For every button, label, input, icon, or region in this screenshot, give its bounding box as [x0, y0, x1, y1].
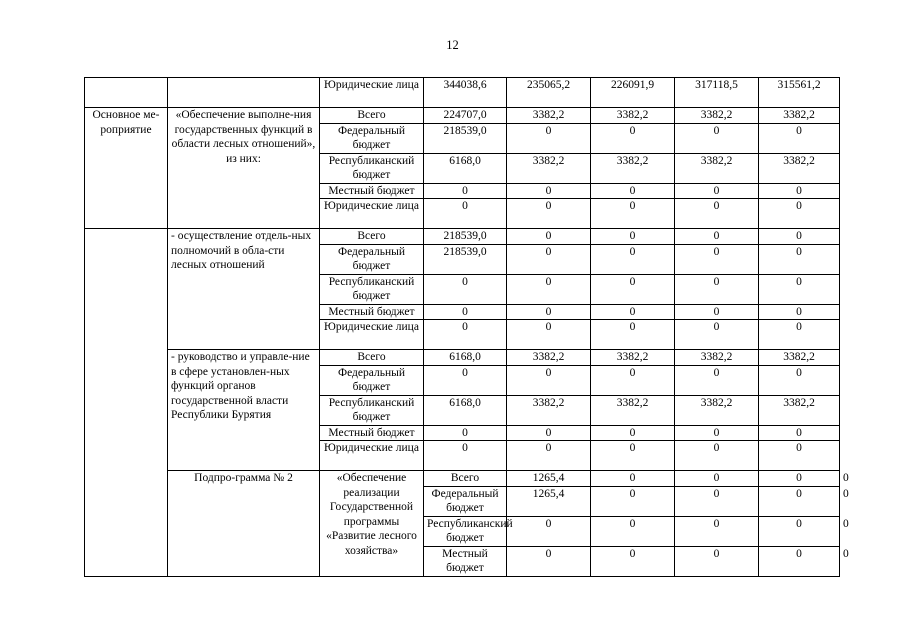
value-cell: 0	[591, 471, 675, 487]
value-cell: 0	[759, 244, 840, 274]
value-cell: 0	[591, 320, 675, 350]
funding-source-cell: Местный бюджет	[320, 183, 424, 199]
value-cell: 0	[759, 425, 840, 441]
value-cell: 0	[675, 123, 759, 153]
value-cell: 3382,2	[675, 153, 759, 183]
value-cell: 0	[675, 320, 759, 350]
value-cell: 1265,4	[507, 471, 591, 487]
activity-cell: «Обеспечение реализации Государственной программы «Развитие лесного хозяйства»	[320, 471, 424, 577]
value-cell: 0	[591, 516, 675, 546]
value-cell: 0	[591, 425, 675, 441]
value-cell: 0	[759, 441, 840, 471]
value-cell: 218539,0	[424, 123, 507, 153]
value-cell: 0	[675, 441, 759, 471]
value-cell: 0	[675, 425, 759, 441]
funding-source-cell: Местный бюджет	[424, 546, 507, 576]
value-cell: 0	[759, 229, 840, 245]
value-cell: 0	[675, 486, 759, 516]
value-cell: 0	[507, 546, 591, 576]
value-cell: 235065,2	[507, 78, 591, 108]
value-cell: 0	[424, 425, 507, 441]
value-cell: 0	[759, 123, 840, 153]
table-row: Республиканский бюджет 0 0 0 0 0	[85, 516, 840, 546]
activity-cell: - руководство и управле-ние в сфере установлен-ных функций органов государственной власти Республики Бурятия	[168, 350, 320, 471]
value-cell: 0	[675, 471, 759, 487]
funding-source-cell: Юридические лица	[320, 441, 424, 471]
value-cell: 0	[507, 365, 591, 395]
value-cell: 344038,6	[424, 78, 507, 108]
value-cell: 0	[507, 123, 591, 153]
value-cell: 0	[424, 199, 507, 229]
value-cell: 224707,0	[424, 108, 507, 124]
value-cell: 0	[507, 304, 591, 320]
value-cell: 0	[591, 244, 675, 274]
funding-source-cell: Федеральный бюджет	[320, 244, 424, 274]
value-cell: 0	[424, 304, 507, 320]
funding-source-cell: Республиканский бюджет	[320, 274, 424, 304]
program-cell: Подпро-грамма № 2	[168, 471, 320, 577]
table-row: Подпро-грамма № 2 «Обеспечение реализации Государственной программы «Развитие лесного хозяйства» Всего 1265,4 0 0 0 0	[85, 471, 840, 487]
value-cell: 3382,2	[591, 153, 675, 183]
funding-source-cell: Всего	[320, 350, 424, 366]
value-cell: 0	[591, 365, 675, 395]
value-cell: 0	[675, 304, 759, 320]
value-cell: 0	[507, 320, 591, 350]
value-cell: 0	[507, 516, 591, 546]
value-cell: 3382,2	[591, 108, 675, 124]
value-cell: 0	[507, 183, 591, 199]
value-cell: 6168,0	[424, 153, 507, 183]
value-cell: 218539,0	[424, 229, 507, 245]
value-cell: 0	[591, 183, 675, 199]
funding-source-cell: Федеральный бюджет	[320, 365, 424, 395]
value-cell: 0	[507, 199, 591, 229]
funding-source-cell: Всего	[320, 229, 424, 245]
value-cell: 0	[759, 199, 840, 229]
funding-source-cell: Федеральный бюджет	[320, 123, 424, 153]
value-cell: 0	[759, 516, 840, 546]
value-cell: 0	[759, 471, 840, 487]
table-row	[85, 108, 840, 124]
activity-cell: «Обеспечение выполне-ния государственных функций в области лесных отношений», из них:	[168, 108, 320, 229]
value-cell: 6168,0	[424, 350, 507, 366]
funding-source-cell: Всего	[424, 471, 507, 487]
value-cell: 226091,9	[591, 78, 675, 108]
value-cell: 3382,2	[675, 395, 759, 425]
value-cell: 3382,2	[507, 153, 591, 183]
value-cell: 0	[759, 365, 840, 395]
value-cell: 0	[424, 441, 507, 471]
funding-source-cell: Всего	[320, 108, 424, 124]
program-cell: Основное ме-роприятие	[85, 108, 168, 229]
table-row: Местный бюджет 0 0 0 0 0	[85, 546, 840, 576]
activity-cell	[168, 78, 320, 108]
value-cell: 0	[424, 183, 507, 199]
value-cell: 0	[675, 229, 759, 245]
value-cell: 3382,2	[759, 350, 840, 366]
funding-source-cell: Местный бюджет	[320, 425, 424, 441]
value-cell: 0	[591, 441, 675, 471]
value-cell: 3382,2	[591, 395, 675, 425]
value-cell: 3382,2	[759, 108, 840, 124]
funding-source-cell: Юридические лица	[320, 320, 424, 350]
value-cell: 0	[675, 183, 759, 199]
funding-source-cell: Республиканский бюджет	[424, 516, 507, 546]
value-cell: 0	[759, 304, 840, 320]
funding-source-cell: Юридические лица	[320, 78, 424, 108]
value-cell: 0	[507, 244, 591, 274]
program-cell	[85, 78, 168, 108]
funding-source-cell: Местный бюджет	[320, 304, 424, 320]
value-cell: 0	[507, 441, 591, 471]
value-cell: 3382,2	[675, 350, 759, 366]
value-cell: 0	[591, 304, 675, 320]
value-cell: 3382,2	[759, 153, 840, 183]
value-cell: 0	[591, 229, 675, 245]
value-cell: 0	[591, 123, 675, 153]
value-cell: 6168,0	[424, 395, 507, 425]
value-cell: 0	[591, 274, 675, 304]
budget-table	[84, 77, 849, 577]
value-cell: 0	[759, 320, 840, 350]
funding-source-cell: Республиканский бюджет	[320, 395, 424, 425]
funding-source-cell: Республиканский бюджет	[320, 153, 424, 183]
value-cell: 0	[507, 229, 591, 245]
value-cell: 0	[424, 274, 507, 304]
value-cell: 0	[424, 320, 507, 350]
funding-source-cell: Федеральный бюджет	[424, 486, 507, 516]
table-row	[85, 78, 840, 108]
value-cell: 315561,2	[759, 78, 840, 108]
value-cell: 0	[424, 365, 507, 395]
value-cell: 1265,4	[507, 486, 591, 516]
value-cell: 0	[759, 546, 840, 576]
value-cell: 3382,2	[591, 350, 675, 366]
value-cell: 0	[675, 244, 759, 274]
page-number: 12	[446, 38, 459, 52]
value-cell: 218539,0	[424, 244, 507, 274]
value-cell: 0	[507, 274, 591, 304]
activity-cell: - осуществление отдель-ных полномочий в обла-сти лесных отношений	[168, 229, 320, 350]
table-row	[85, 350, 840, 366]
value-cell: 0	[675, 365, 759, 395]
funding-source-cell: Юридические лица	[320, 199, 424, 229]
value-cell: 3382,2	[759, 395, 840, 425]
value-cell: 0	[675, 274, 759, 304]
value-cell: 0	[675, 546, 759, 576]
value-cell: 0	[759, 274, 840, 304]
value-cell: 0	[591, 546, 675, 576]
value-cell: 0	[591, 486, 675, 516]
value-cell: 0	[759, 183, 840, 199]
table-row	[85, 229, 840, 245]
value-cell: 0	[759, 486, 840, 516]
table-row: Федеральный бюджет 1265,4 0 0 0 0	[85, 486, 840, 516]
value-cell: 317118,5	[675, 78, 759, 108]
value-cell: 3382,2	[507, 108, 591, 124]
value-cell: 3382,2	[675, 108, 759, 124]
value-cell: 0	[675, 516, 759, 546]
program-cell	[85, 229, 168, 577]
value-cell: 0	[507, 425, 591, 441]
value-cell: 0	[675, 199, 759, 229]
value-cell: 3382,2	[507, 350, 591, 366]
value-cell: 0	[591, 199, 675, 229]
value-cell: 3382,2	[507, 395, 591, 425]
